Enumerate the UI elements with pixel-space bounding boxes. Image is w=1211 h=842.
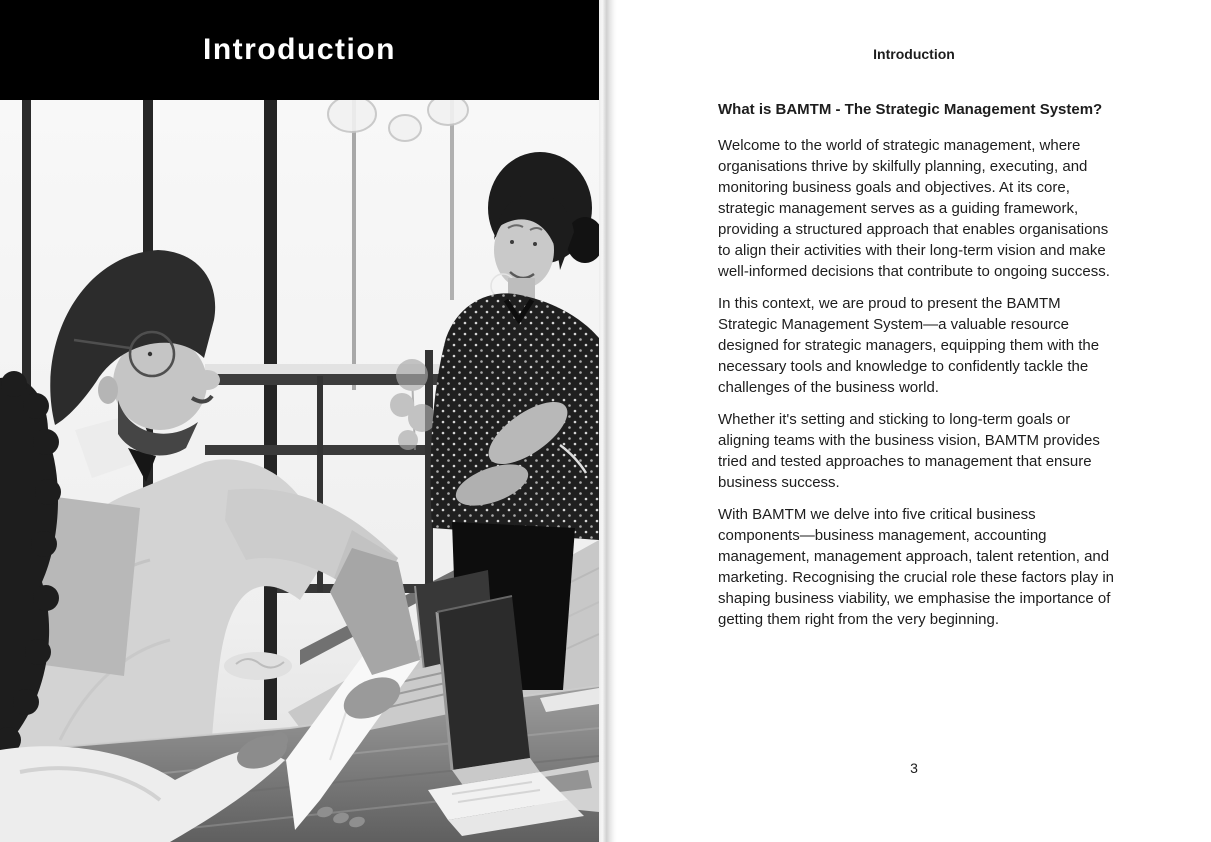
- right-page: [617, 0, 1211, 842]
- body-paragraph: In this context, we are proud to present the BAMTM Strategic Management System—a valuable resource designed for strategic managers, equipping them with the necessary tools and knowledge to confidently tackle the challenges of the business world.: [718, 295, 1100, 396]
- ear-icon: [98, 376, 118, 404]
- meeting-photo: [0, 100, 599, 842]
- chapter-title: Introduction: [203, 33, 396, 66]
- meeting-photo-illustration: [0, 100, 599, 842]
- chapter-header: [0, 0, 599, 100]
- body-paragraph: With BAMTM we delve into five critical business components—business management, accounting management, management approach, talent retention, and marketing. Recognising the crucial role these factors play in shaping business viability, we emphasise the importance of getting them right from the very beginning.: [718, 506, 1115, 628]
- page-gutter: [599, 0, 617, 842]
- page-content: [718, 99, 1115, 641]
- body-paragraph: Welcome to the world of strategic management, where organisations thrive by skilfully planning, executing, and monitoring business goals and objectives. At its core, strategic management serves as a guiding framework, providing a structured approach that enables organisations to align their activities with their long-term vision and make well-informed decisions that contribute to ongoing success.: [718, 137, 1110, 280]
- page-header-title: Introduction: [873, 46, 955, 62]
- section-heading: What is BAMTM - The Strategic Management System?: [718, 101, 1103, 118]
- left-page: [0, 0, 599, 842]
- page-number: 3: [910, 760, 918, 776]
- body-paragraph: Whether it's setting and sticking to long-term goals or aligning teams with the business vision, BAMTM provides tried and tested approaches to management that ensure business success.: [718, 411, 1100, 491]
- crumpled-cloth: [224, 652, 292, 680]
